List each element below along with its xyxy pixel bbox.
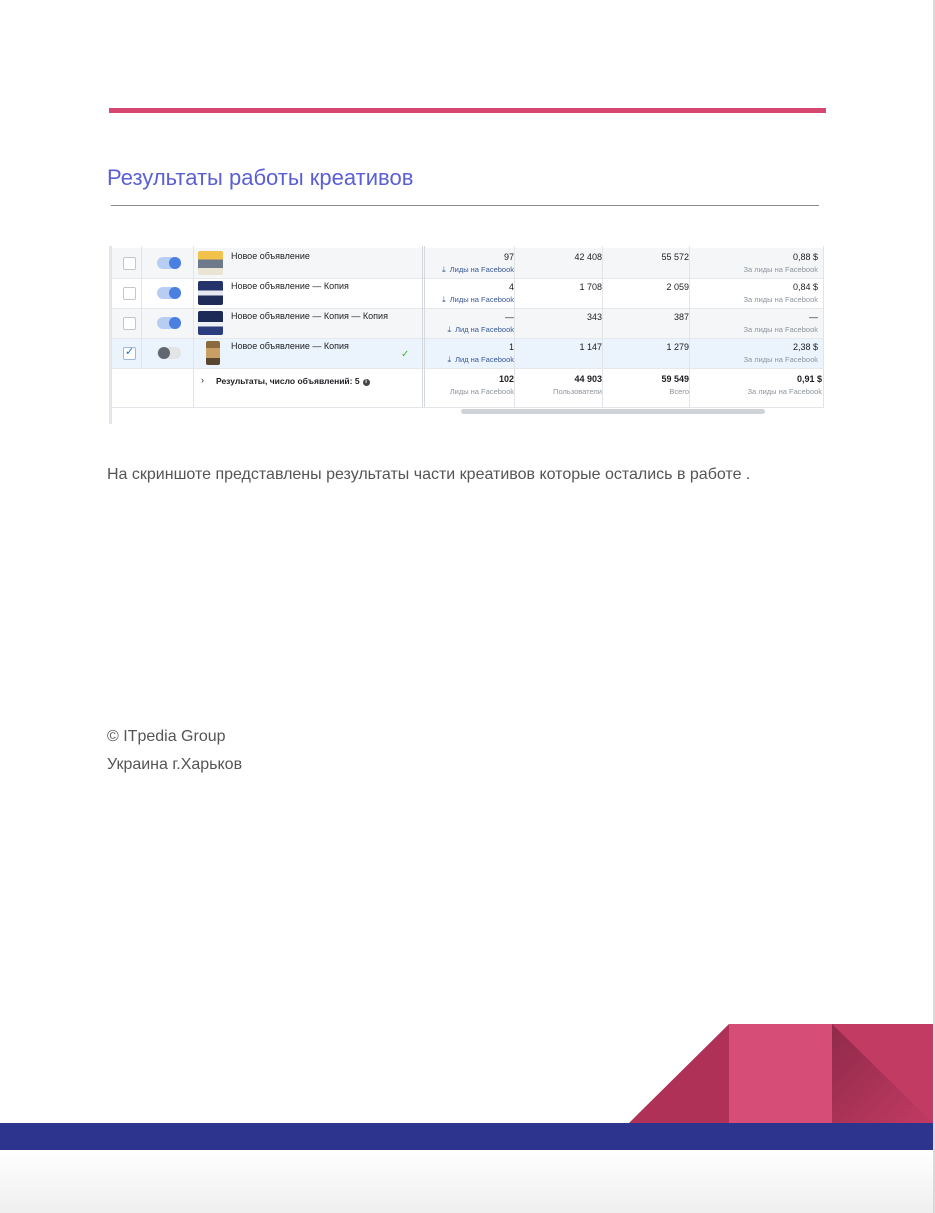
download-icon: ⤓ — [447, 325, 452, 334]
ad-name[interactable]: Новое объявление — Копия — [231, 281, 349, 291]
chevron-right-icon[interactable]: › — [201, 375, 204, 385]
cost-value: 0,84 $ — [792, 282, 818, 292]
impressions-value: 2 059 — [666, 282, 689, 292]
impressions-value: 387 — [673, 312, 689, 322]
download-icon: ⤓ — [447, 355, 452, 364]
description-paragraph: На скриншоте представлены результаты части креативов которые остались в работе . — [107, 466, 751, 483]
summary-label: Результаты, число объявлений: 5 i — [216, 376, 370, 386]
ad-name[interactable]: Новое объявление — Копия — Копия — [231, 311, 388, 321]
footer-band — [0, 1123, 933, 1150]
download-icon: ⤓ — [442, 295, 446, 304]
summary-cost: 0,91 $ — [796, 374, 822, 384]
reach-value: 42 408 — [574, 252, 602, 262]
result-value: — — [505, 312, 514, 322]
page-title: Результаты работы креативов — [107, 165, 414, 190]
cost-label: За лиды на Facebook — [743, 295, 818, 304]
ad-name[interactable]: Новое объявление — Копия — [231, 341, 349, 351]
result-label: ⤓ Лиды на Facebook — [442, 295, 514, 304]
status-check-icon: ✓ — [401, 349, 410, 360]
footer-fade — [0, 1150, 933, 1213]
impressions-value: 55 572 — [661, 252, 689, 262]
info-icon[interactable]: i — [363, 379, 370, 386]
summary-reach-label: Пользователи — [553, 387, 602, 396]
reach-value: 1 708 — [579, 282, 602, 292]
cost-value: 0,88 $ — [792, 252, 818, 262]
result-value: 4 — [508, 282, 514, 292]
summary-cost-label: За лиды на Facebook — [747, 387, 822, 396]
location-line: Украина г.Харьков — [107, 756, 243, 773]
result-value: 97 — [503, 252, 514, 262]
summary-result-label: Лиды на Facebook — [449, 387, 514, 396]
result-label: ⤓ Лид на Facebook — [447, 355, 514, 364]
impressions-value: 1 279 — [666, 342, 689, 352]
cost-value: — — [809, 312, 818, 322]
cost-label: За лиды на Facebook — [743, 355, 818, 364]
copyright-line: © ITpedia Group — [107, 728, 226, 745]
download-icon: ⤓ — [442, 265, 446, 274]
checkmark-icon: ✓ — [125, 346, 135, 358]
cost-label: За лиды на Facebook — [743, 325, 818, 334]
result-label: ⤓ Лиды на Facebook — [442, 265, 514, 274]
ad-name[interactable]: Новое объявление — [231, 251, 310, 261]
result-label: ⤓ Лид на Facebook — [447, 325, 514, 334]
cost-value: 2,38 $ — [792, 342, 818, 352]
summary-impressions-label: Всего — [669, 387, 689, 396]
summary-reach: 44 903 — [574, 374, 602, 384]
cost-label: За лиды на Facebook — [743, 265, 818, 274]
summary-impressions: 59 549 — [661, 374, 689, 384]
summary-result: 102 — [498, 374, 514, 384]
deco-triangle-left — [629, 1024, 729, 1123]
result-value: 1 — [508, 342, 514, 352]
reach-value: 343 — [586, 312, 602, 322]
deco-block-middle — [729, 1024, 832, 1123]
reach-value: 1 147 — [579, 342, 602, 352]
